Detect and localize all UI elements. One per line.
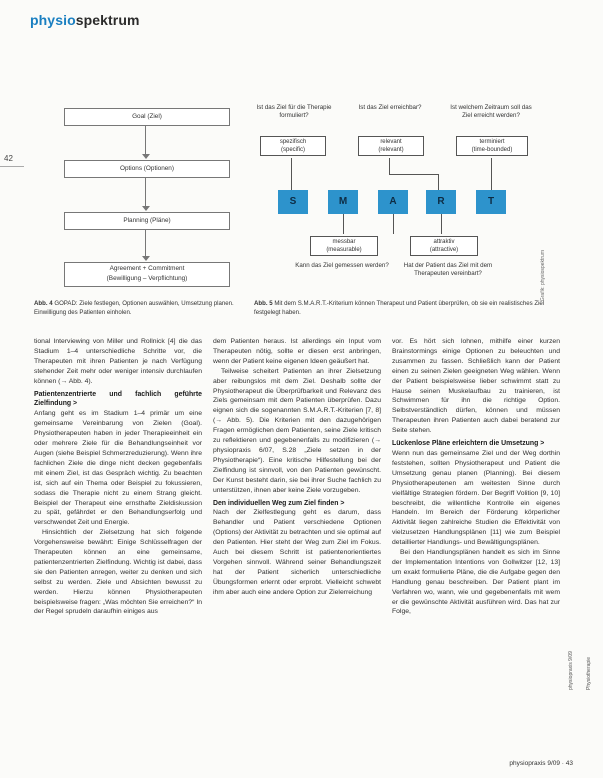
question-attractive: Hat der Patient das Ziel mit dem Therapeuten vereinbart?	[403, 262, 493, 277]
question-specific: Ist das Ziel für die Therapie formuliert?	[256, 104, 332, 119]
connector	[441, 214, 442, 234]
arrow-down	[145, 178, 146, 206]
paragraph: Anfang geht es im Stadium 1–4 primär um eine gemeinsame Vereinbarung von Zielen (Goal). Physiotherapeuten haben in jeder Therapieeinheit ein oder mehrere Ziele für die Behandlungseinheit vor Augen (siehe Beispiel Schmerzreduzierung). Wenn ihre fachlichen Ziele die dinge nicht decken gegebenfalls mit einem Ziel, ist das Gespräch wichtig. Zu beachten ist, sich auf ein Thema oder Beispiel zu fokussieren, sodass die Therapie nicht zu einem Strang gleicht. Beispiel der Therapeut eine ernsthafte Zieldiskussion zu spät, gefährdet er den Behandlungserfolg und verschwendet Zeit und Energie.	[34, 410, 202, 527]
relevant-box: relevant (relevant)	[358, 136, 424, 156]
caption-fig4: Abb. 4 GOPAD: Ziele festlegen, Optionen auswählen, Umsetzung planen. Einwilligung des Patienten einholen.	[34, 300, 234, 316]
smart-letter-s: S	[278, 190, 308, 214]
paragraph: Teilweise scheitert Patienten an ihrer Zielsetzung aber reibungslos mit dem Ziel. Deshalb sollte der Physiotherapeut die Überprüfbarkeit und Relevanz des Ziels gemeinsam mit dem Patienten überprüfen. Dazu eignen sich die sogenannten S.M.A.R.T.-Kriterien [7, 8] (→ Abb. 5). Die Kriterien mit den dazugehörigen Fragen ermöglichen dem Patienten, seine Ziele kritisch zu reflektieren und gegebenenfalls zu modifizieren (→ physiopraxis 6/07, S.28 „Ziele setzen in der Physiotherapie“). Eine kritische Hilfestellung bei der Zielfindung ist sinnvoll, von den Patienten gewünscht. Der Kunst besteht darin, sie bei ihrer Suche fachlich zu unterstützen, ihnen aber keine Ziele vorzugeben.	[213, 367, 381, 494]
caption-fig5: Abb. 5 Mit dem S.M.A.R.T.-Kriterium können Therapeut und Patient überprüfen, ob sie ein realistisches Ziel festgelegt haben.	[254, 300, 545, 316]
paragraph: Nach der Zielfestlegung geht es darum, dass Behandler und Patient verschiedene Optionen (Options) der Aktivität zu betrachten und sie optimal auf den Patienten. Hier steht der Weg zum Ziel im Fokus. Auch bei diesem Schritt ist patientenorientiertes Vorgehen sinnvoll. Während seiner Behandlungszeit hat der Patient sicherlich unterschiedliche Übungsformen erlernt oder erprobt. Vielleicht schwebt ihm aber auch eine andere Option zur Zielerreichung	[213, 509, 381, 596]
time-box: terminiert (time-bounded)	[456, 136, 528, 156]
question-measurable: Kann das Ziel gemessen werden?	[295, 262, 389, 269]
subheading: Den individuellen Weg zum Ziel finden >	[213, 499, 345, 507]
smart-letter-r: R	[426, 190, 456, 214]
goal-box: Goal (Ziel)	[64, 108, 230, 126]
arrow-down	[145, 230, 146, 256]
smart-letter-m: M	[328, 190, 358, 214]
paragraph: dem Patienten heraus. Ist allerdings ein Input vom Therapeuten nötig, sollte er diesen erst anbringen, wenn der Patient keine eigenen Ideen geäußert hat.	[213, 338, 381, 365]
vertical-note: physiopraxis 9/09	[568, 651, 574, 690]
connector	[393, 214, 394, 234]
figure-gopad	[34, 100, 242, 295]
subheading: Patientenzentrierte und fachlich geführte Zielfindung >	[34, 390, 202, 408]
connector	[291, 158, 292, 190]
attractive-box: attraktiv (attractive)	[410, 236, 478, 256]
text-column-2	[213, 337, 381, 598]
smart-letter-a: A	[378, 190, 408, 214]
text-column-3	[392, 337, 560, 617]
paragraph: vor. Es hört sich lohnen, mithilfe einer kurzen Brainstormings einige Optionen zu beleuchten und zusammen zu fassen. Schließlich kann der Patient einen zu seinen Zielen geeigneten Weg wählen. Wenn der Patient beispielsweise lieber schwimmt statt zu Hause seinen Muskelaufbau zu trainieren, ist Schwimmen für ihn die richtige Option. Selbstverständlich dürfen, können und müssen Therapeuten ihren Patienten auch dabei beratend zur Seite stehen.	[392, 338, 560, 435]
measurable-box: messbar (measurable)	[310, 236, 378, 256]
arrow-down	[145, 126, 146, 154]
vertical-note-2: Physiotherapie	[586, 656, 592, 690]
connector	[491, 158, 492, 190]
connector	[438, 174, 439, 190]
options-box: Options (Optionen)	[64, 160, 230, 178]
question-time: Ist welchem Zeitraum soll das Ziel erreicht werden?	[450, 104, 532, 119]
planning-box: Planning (Pläne)	[64, 212, 230, 230]
smart-letter-t: T	[476, 190, 506, 214]
figure-smart	[248, 100, 548, 302]
figure-credit: Grafik: physiospektrum	[540, 250, 546, 302]
brand-logo: physiospektrum	[30, 12, 140, 28]
specific-box: spezifisch (specific)	[260, 136, 326, 156]
page-footer: physiopraxis 9/09 · 43	[509, 760, 573, 767]
side-rule	[0, 166, 24, 167]
paragraph: Bei den Handlungsplänen handelt es sich im Sinne der Implementation Intentions von Gollwitzer [12, 13] um exakt formulierte Pläne, die die Aufgabe gegen den Handlung genau beschreiben. Der Patient plant im Verfahren wo, wann, wie und gegebenenfalls mit wem er die gewünschte Aktivität ausführen wird. Das hat zur Folge,	[392, 549, 560, 616]
text-column-1	[34, 337, 202, 617]
side-page-number: 42	[4, 154, 13, 163]
connector	[343, 214, 344, 234]
paragraph: tional Interviewing von Miller und Rollnick [4] die das Stadium 1–4 unterschiedliche Schritte vor, die Therapeuten mit ihren Patienten je nach Verfügung stehender Zeit mehr oder weniger intensiv durchlaufen können (→ Abb. 4).	[34, 338, 202, 385]
agreement-box: Agreement + Commitment (Bewilligung – Verpflichtung)	[64, 262, 230, 287]
paragraph: Hinsichtlich der Zielsetzung hat sich folgende Vorgehensweise bewährt: Einige Schlüsselfragen der Therapeuten können an eine gemeinsame, patientenzentrierten Zielfindung. Wichtig ist dabei, dass sie den Patienten anregen, weiter zu denken und sich selbst zu werden. Ziele und Absichten bewusst zu werden. Hierzu können Physiotherapeuten beispielsweise fragen: „Was möchten Sie erreichen?“ In der Regel sprudeln daraufhin einiges aus	[34, 529, 202, 616]
subheading: Lückenlose Pläne erleichtern die Umsetzung >	[392, 440, 545, 448]
paragraph: Wenn nun das gemeinsame Ziel und der Weg dorthin feststehen, sollten Physiotherapeut und Patient die Umsetzung genau planen (Planning). Bei diesem Physiotherapeutenen am weitesten Sinne durch vielfältige Strategien fördern. Der Begriff Volition [9, 10] beschreibt, die willentliche Kontrolle ein eigenes Handeln. Im Bereich der Förderung körperlicher Aktivität liegen zahlreiche Studien die Effektivität von vielzusetzen Handlungsplänen [11] wie zum Beispiel detaillierter Handlungs- und Bewältigungsplänen.	[392, 449, 560, 547]
connector	[389, 158, 390, 174]
question-relevant: Ist das Ziel erreichbar?	[358, 104, 422, 111]
connector	[389, 174, 439, 175]
